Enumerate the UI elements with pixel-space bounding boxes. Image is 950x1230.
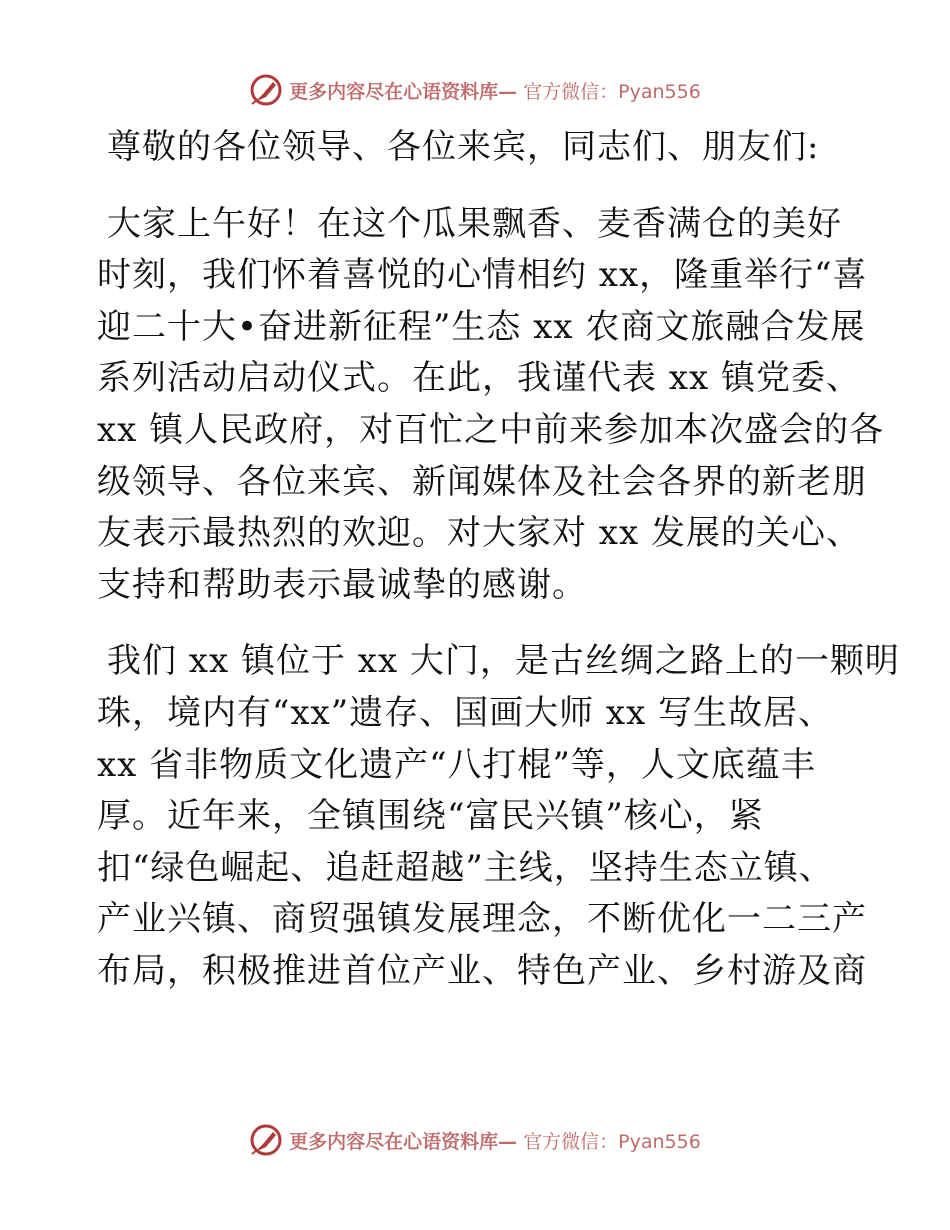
text-line: 珠，境内有“xx”遗存、国画大师 xx 写生故居、 xyxy=(97,692,834,733)
text-line: 厚。近年来，全镇围绕“富民兴镇”核心，紧 xyxy=(97,796,764,837)
watermark-wechat-text: 官方微信：Pyan556 xyxy=(523,80,701,103)
paragraph-1 xyxy=(97,199,885,612)
text-line: xx 镇人民政府，对百忙之中前来参加本次盛会的各 xyxy=(97,409,885,450)
text-line: 支持和帮助表示最诚挚的感谢。 xyxy=(97,564,587,605)
watermark-wechat-text: 官方微信：Pyan556 xyxy=(523,1130,701,1153)
salutation: 尊敬的各位领导、各位来宾，同志们、朋友们: xyxy=(107,127,820,167)
text-line: 级领导、各位来宾、新闻媒体及社会各界的新老朋 xyxy=(97,461,867,502)
text-line: 友表示最热烈的欢迎。对大家对 xx 发展的关心、 xyxy=(97,513,861,554)
text-line: 扣“绿色崛起、追赶超越”主线，坚持生态立镇、 xyxy=(97,847,834,888)
text-line: 布局，积极推进首位产业、特色产业、乡村游及商 xyxy=(97,950,867,991)
watermark-lead-text: 更多内容尽在心语资料库— xyxy=(289,1130,518,1153)
text-line: 大家上午好！在这个瓜果飘香、麦香满仓的美好 xyxy=(107,203,842,244)
paragraph-2 xyxy=(97,636,900,997)
watermark-lead-text: 更多内容尽在心语资料库— xyxy=(289,80,518,103)
text-line: 产业兴镇、商贸强镇发展理念，不断优化一二三产 xyxy=(97,899,867,940)
pen-logo-icon xyxy=(249,1123,283,1157)
document-body xyxy=(97,122,900,998)
footer-watermark xyxy=(0,1120,950,1160)
text-line: 系列活动启动仪式。在此，我谨代表 xx 镇党委、 xyxy=(97,358,861,399)
header-watermark xyxy=(0,70,950,110)
text-line: xx 省非物质文化遗产“八打棍”等，人文底蕴丰 xyxy=(97,744,816,785)
text-line: 我们 xx 镇位于 xx 大门，是古丝绸之路上的一颗明 xyxy=(107,641,900,682)
text-line: 迎二十大•奋进新征程”生态 xx 农商文旅融合发展 xyxy=(97,306,866,347)
text-line: 时刻，我们怀着喜悦的心情相约 xx，隆重举行“喜 xyxy=(97,255,868,296)
pen-logo-icon xyxy=(249,73,283,107)
